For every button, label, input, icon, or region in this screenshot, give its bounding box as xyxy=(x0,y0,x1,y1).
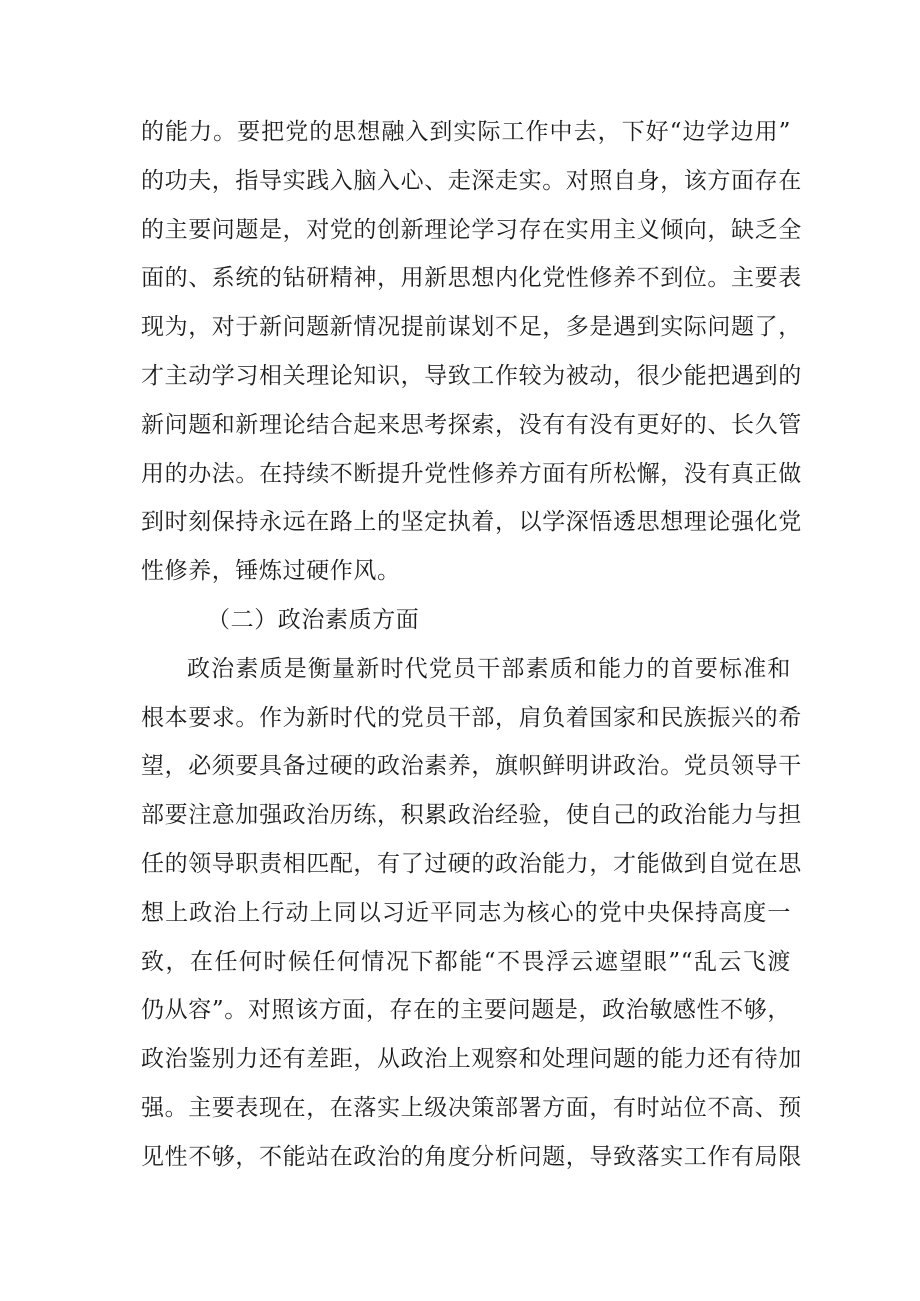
section-heading: （二）政治素质方面 xyxy=(207,606,420,633)
text-line: 用的办法。在持续不断提升党性修养方面有所松懈，没有真正做 xyxy=(141,460,802,487)
text-line: 才主动学习相关理论知识，导致工作较为被动，很少能把遇到的 xyxy=(141,362,802,389)
text-line: 想上政治上行动上同以习近平同志为核心的党中央保持高度一 xyxy=(141,899,791,926)
text-line: 性修养，锤炼过硬作风。 xyxy=(141,558,401,585)
body-text xyxy=(141,108,802,1182)
text-line: 任的领导职责相匹配，有了过硬的政治能力，才能做到自觉在思 xyxy=(141,850,802,877)
text-line: 政治鉴别力还有差距，从政治上观察和处理问题的能力还有待加 xyxy=(141,1046,802,1073)
text-line: 面的、系统的钻研精神，用新思想内化党性修养不到位。主要表 xyxy=(141,265,802,292)
text-line: 的主要问题是，对党的创新理论学习存在实用主义倾向，缺乏全 xyxy=(141,216,802,243)
text-line: 见性不够，不能站在政治的角度分析问题，导致落实工作有局限 xyxy=(141,1143,802,1170)
text-line: 现为，对于新问题新情况提前谋划不足，多是遇到实际问题了， xyxy=(141,314,802,341)
text-line: 致，在任何时候任何情况下都能“不畏浮云遮望眼”“乱云飞渡 xyxy=(141,948,791,975)
text-line: 望，必须要具备过硬的政治素养，旗帜鲜明讲政治。党员领导干 xyxy=(141,753,802,780)
text-line: 到时刻保持永远在路上的坚定执着，以学深悟透思想理论强化党 xyxy=(141,509,802,536)
text-line: 的功夫，指导实践入脑入心、走深走实。对照自身，该方面存在 xyxy=(141,167,802,194)
text-line: 新问题和新理论结合起来思考探索，没有有没有更好的、长久管 xyxy=(141,411,802,438)
text-line: 政治素质是衡量新时代党员干部素质和能力的首要标准和 xyxy=(187,655,791,682)
text-line: 强。主要表现在，在落实上级决策部署方面，有时站位不高、预 xyxy=(141,1094,802,1121)
text-line: 部要注意加强政治历练，积累政治经验，使自己的政治能力与担 xyxy=(141,802,802,829)
text-line: 的能力。要把党的思想融入到实际工作中去，下好“边学边用” xyxy=(141,119,791,145)
text-line: 仍从容”。对照该方面，存在的主要问题是，政治敏感性不够， xyxy=(141,997,791,1024)
text-line: 根本要求。作为新时代的党员干部，肩负着国家和民族振兴的希 xyxy=(141,704,802,731)
